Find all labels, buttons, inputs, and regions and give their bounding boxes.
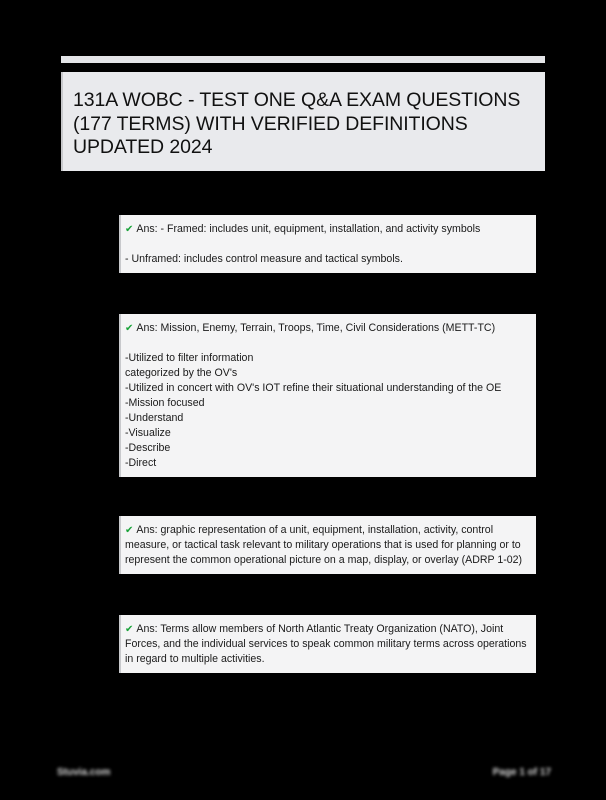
check-icon: ✔ xyxy=(125,624,134,635)
answer-card xyxy=(119,314,536,477)
answer-line: - Unframed: includes control measure and tactical symbols. xyxy=(125,253,403,265)
answer-line: ✔ Ans: - Framed: includes unit, equipment, installation, and activity symbols xyxy=(125,223,481,235)
answer-line: ✔ Ans: Terms allow members of North Atlantic Treaty Organization (NATO), Joint Forces, and the individual services to speak common military terms across operations in regard to multiple activities. xyxy=(125,623,530,665)
document-title: 131A WOBC - TEST ONE Q&A EXAM QUESTIONS (177 TERMS) WITH VERIFIED DEFINITIONS UPDATED 2024 xyxy=(73,89,521,158)
answer-line: -Understand xyxy=(125,412,184,424)
answer-line: -Describe xyxy=(125,442,171,454)
blank-line xyxy=(125,237,530,252)
answer-line: -Utilized in concert with OV's IOT refine their situational understanding of the OE xyxy=(125,382,502,394)
top-divider xyxy=(61,56,545,63)
answer-line: -Visualize xyxy=(125,427,171,439)
answer-card xyxy=(119,215,536,273)
answer-line: ✔ Ans: Mission, Enemy, Terrain, Troops, Time, Civil Considerations (METT-TC) xyxy=(125,322,496,334)
check-icon: ✔ xyxy=(125,525,134,536)
title-box xyxy=(61,72,545,171)
check-icon: ✔ xyxy=(125,224,134,235)
answer-line: categorized by the OV's xyxy=(125,367,238,379)
footer-source: Stuvia.com xyxy=(57,767,111,778)
blank-line xyxy=(125,336,530,351)
check-icon: ✔ xyxy=(125,323,134,334)
answer-line: ✔ Ans: graphic representation of a unit, equipment, installation, activity, control measure, or tactical task relevant to military operations that is used for planning or to represent the common operational picture on a map, display, or overlay (ADRP 1-02) xyxy=(125,524,524,566)
answer-line: -Direct xyxy=(125,457,157,469)
footer-page-number: Page 1 of 17 xyxy=(492,767,551,778)
answer-card xyxy=(119,516,536,574)
answer-line: -Mission focused xyxy=(125,397,205,409)
answer-card xyxy=(119,615,536,673)
answer-line: -Utilized to filter information xyxy=(125,352,254,364)
